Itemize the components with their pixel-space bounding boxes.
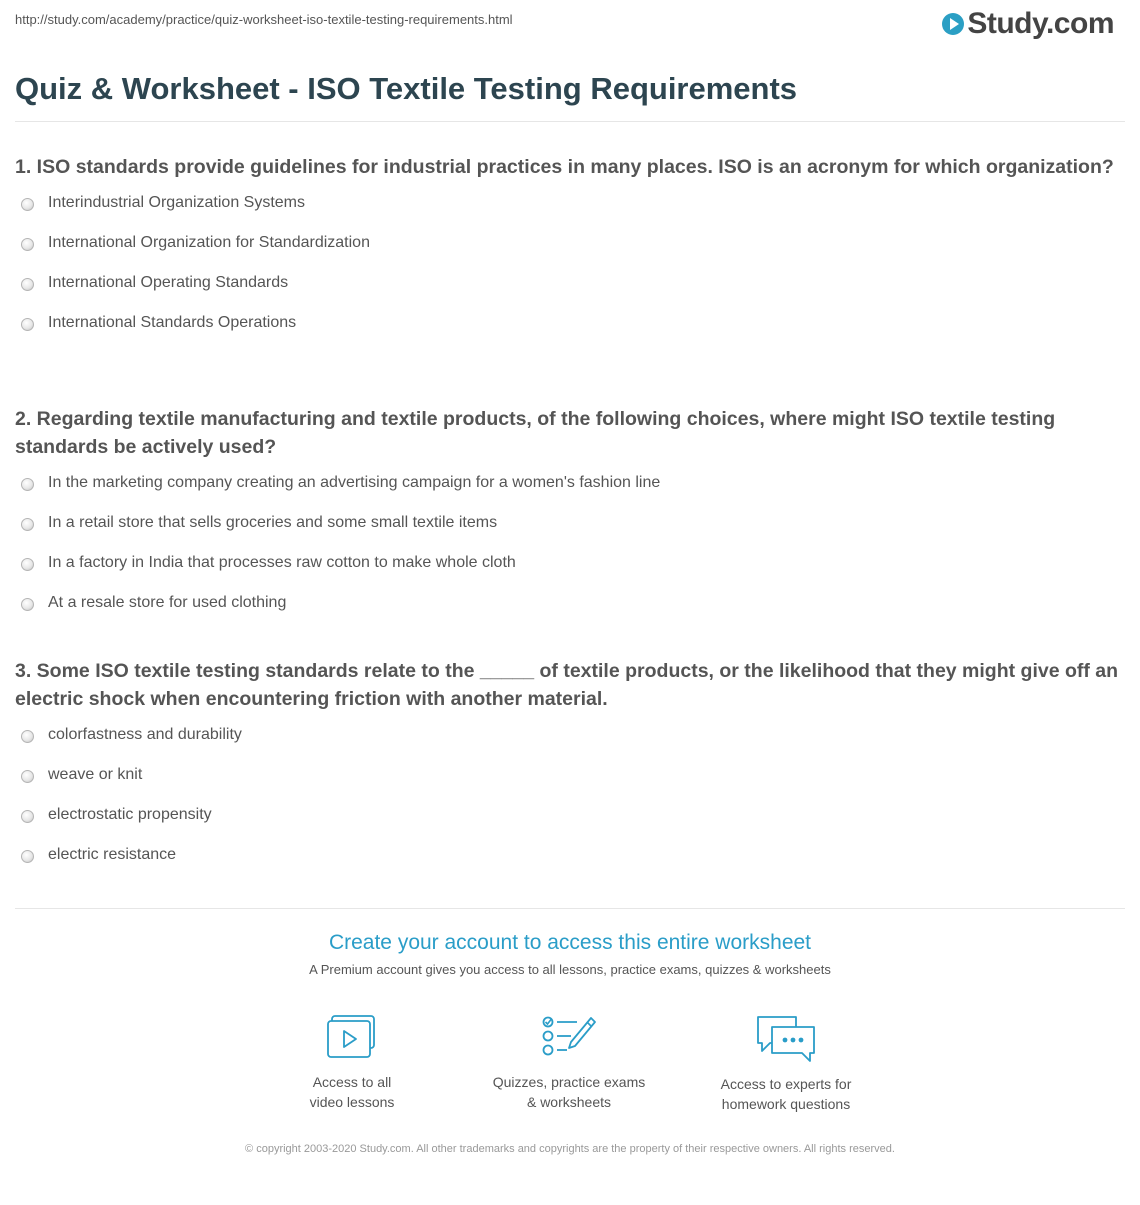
feature-experts — [686, 1014, 886, 1114]
cta-subtitle: A Premium account gives you access to all lessons, practice exams, quizzes & worksheets — [309, 962, 831, 977]
answer-choice[interactable] — [15, 554, 1127, 594]
answer-choice[interactable] — [15, 234, 1127, 274]
answer-choice[interactable] — [15, 594, 1127, 634]
answer-choice[interactable] — [15, 194, 1127, 234]
radio-button-icon[interactable] — [21, 198, 34, 211]
cta-divider — [15, 908, 1125, 909]
play-logo-icon — [942, 13, 964, 35]
answer-label: In a factory in India that processes raw cotton to make whole cloth — [48, 554, 516, 571]
answer-choice[interactable] — [15, 274, 1127, 314]
answer-label: International Standards Operations — [48, 314, 297, 331]
radio-button-icon[interactable] — [21, 770, 34, 783]
study-logo[interactable] — [942, 7, 1114, 41]
question-text: 1. ISO standards provide guidelines for industrial practices in many places. ISO is an acronym for which organization? — [15, 156, 1114, 178]
feature-label: Access to experts for homework questions — [720, 1076, 852, 1112]
question-1 — [15, 153, 1127, 354]
question-text: 2. Regarding textile manufacturing and textile products, of the following choices, where might ISO textile testing standards be actively used? — [15, 408, 1056, 458]
radio-button-icon[interactable] — [21, 558, 34, 571]
question-2 — [15, 405, 1127, 634]
feature-label: Quizzes, practice exams & worksheets — [492, 1074, 646, 1110]
radio-button-icon[interactable] — [21, 598, 34, 611]
answer-label: At a resale store for used clothing — [48, 594, 287, 611]
answer-choice[interactable] — [15, 514, 1127, 554]
quiz-checklist-icon — [541, 1014, 597, 1060]
copyright-footer: © copyright 2003-2020 Study.com. All other trademarks and copyrights are the property of their respective owners. All rights reserved. — [245, 1143, 895, 1155]
answer-choice[interactable] — [15, 314, 1127, 354]
logo-text: Study.com — [967, 7, 1114, 40]
answer-choices — [15, 194, 1127, 354]
answer-choices — [15, 474, 1127, 634]
answer-label: In the marketing company creating an advertising campaign for a women's fashion line — [48, 474, 661, 491]
answer-label: International Organization for Standardization — [48, 234, 370, 251]
title-divider — [15, 121, 1125, 122]
radio-button-icon[interactable] — [21, 238, 34, 251]
radio-button-icon[interactable] — [21, 850, 34, 863]
question-3 — [15, 657, 1127, 886]
question-text: 3. Some ISO textile testing standards relate to the _____ of textile products, or the likelihood that they might give off an electric shock when encountering friction with another material. — [15, 660, 1119, 710]
radio-button-icon[interactable] — [21, 278, 34, 291]
video-lesson-icon — [326, 1014, 378, 1060]
radio-button-icon[interactable] — [21, 478, 34, 491]
answer-label: electric resistance — [48, 846, 177, 863]
feature-quizzes — [469, 1014, 669, 1112]
answer-choice[interactable] — [15, 726, 1127, 766]
radio-button-icon[interactable] — [21, 810, 34, 823]
answer-choice[interactable] — [15, 474, 1127, 514]
answer-choices — [15, 726, 1127, 886]
feature-label: Access to all video lessons — [309, 1074, 395, 1110]
answer-choice[interactable] — [15, 766, 1127, 806]
page-title: Quiz & Worksheet - ISO Textile Testing Requirements — [15, 71, 798, 106]
radio-button-icon[interactable] — [21, 318, 34, 331]
feature-video-lessons — [252, 1014, 452, 1112]
answer-label: electrostatic propensity — [48, 806, 212, 823]
answer-choice[interactable] — [15, 806, 1127, 846]
radio-button-icon[interactable] — [21, 518, 34, 531]
create-account-link[interactable]: Create your account to access this entire worksheet — [328, 931, 812, 954]
radio-button-icon[interactable] — [21, 730, 34, 743]
answer-label: International Operating Standards — [48, 274, 289, 291]
answer-label: Interindustrial Organization Systems — [48, 194, 305, 211]
answer-label: In a retail store that sells groceries and some small textile items — [48, 514, 498, 531]
answer-label: colorfastness and durability — [48, 726, 242, 743]
answer-choice[interactable] — [15, 846, 1127, 886]
page-url: http://study.com/academy/practice/quiz-worksheet-iso-textile-testing-requirements.html — [15, 12, 513, 27]
expert-chat-icon — [754, 1014, 818, 1062]
answer-label: weave or knit — [48, 766, 143, 783]
